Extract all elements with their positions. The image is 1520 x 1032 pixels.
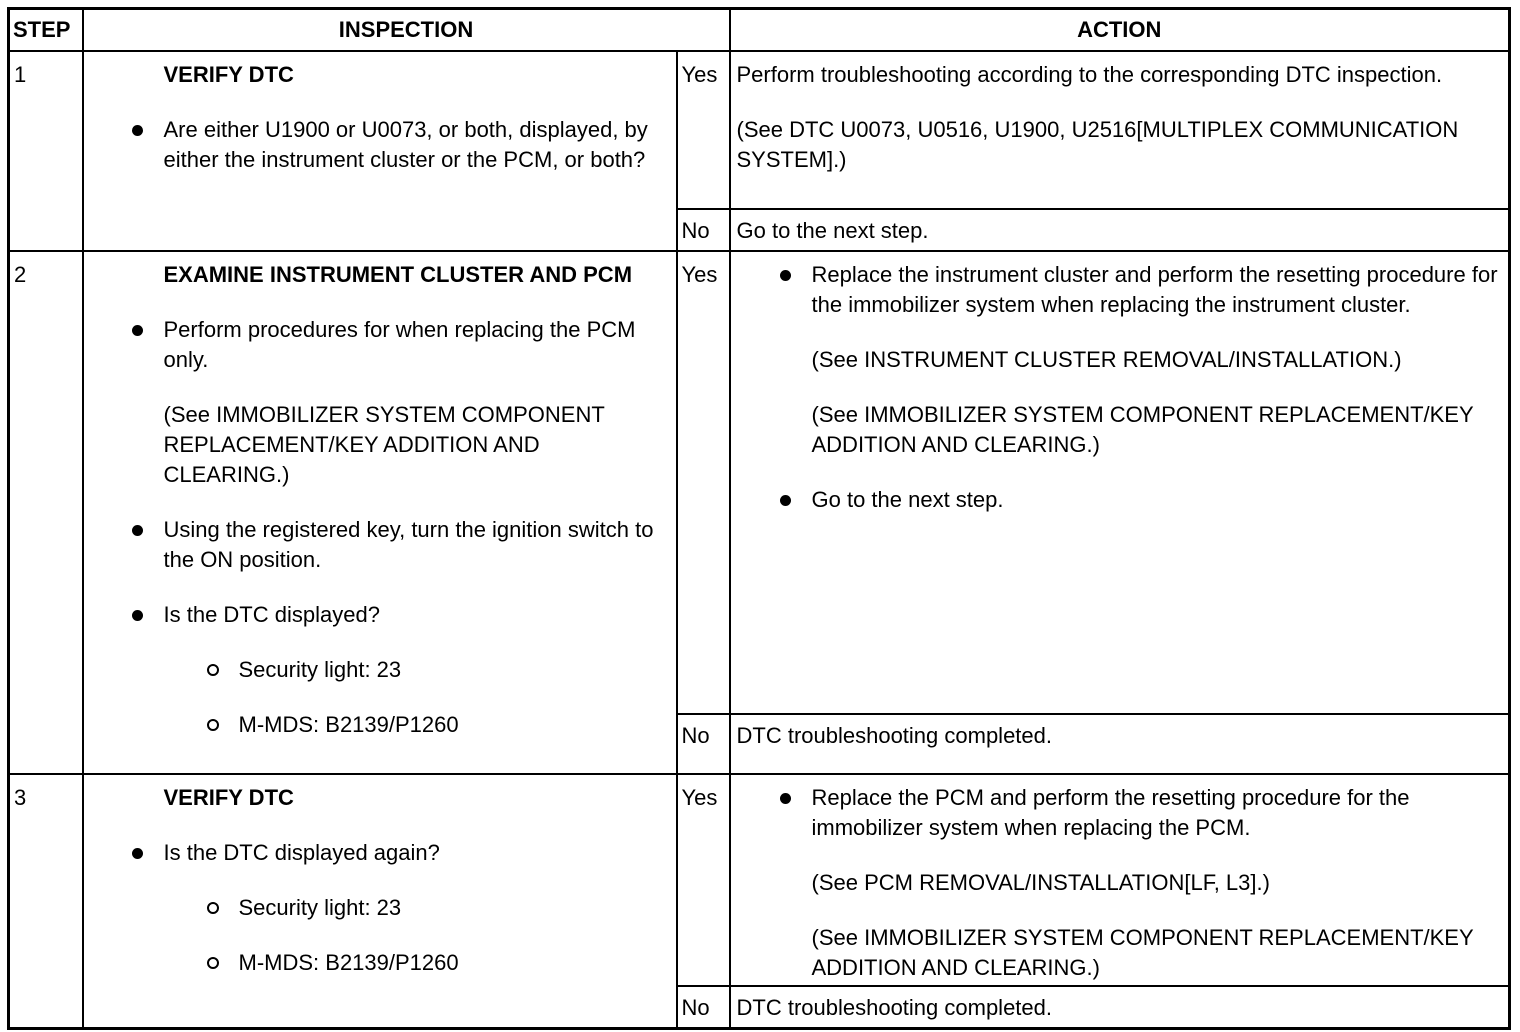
- step-2-no-action: DTC troubleshooting completed.: [730, 714, 1510, 774]
- step-title: VERIFY DTC: [163, 62, 294, 87]
- step-2-yes-action: [730, 251, 1510, 714]
- no-label: No: [677, 209, 730, 251]
- inspection-bullet: Is the DTC displayed again?: [164, 838, 666, 868]
- inspection-bullet: Is the DTC displayed?: [164, 600, 666, 630]
- yes-label: Yes: [677, 51, 730, 209]
- step-3-yes-row: [9, 774, 1510, 986]
- step-3-inspection: [83, 774, 677, 1028]
- action-reference: (See IMMOBILIZER SYSTEM COMPONENT REPLACEMENT/KEY ADDITION AND CLEARING.): [811, 925, 1474, 980]
- inspection-bullet: Are either U1900 or U0073, or both, displayed, by either the instrument cluster or the PCM, or both?: [164, 115, 666, 175]
- inspection-subitem: Security light: 23: [239, 655, 666, 685]
- action-reference: (See DTC U0073, U0516, U1900, U2516[MULTIPLEX COMMUNICATION SYSTEM].): [736, 117, 1459, 172]
- step-title: EXAMINE INSTRUMENT CLUSTER AND PCM: [163, 262, 633, 287]
- step-number: 1: [9, 51, 83, 251]
- step-number: 3: [9, 774, 83, 1028]
- header-inspection: INSPECTION: [83, 9, 730, 52]
- inspection-subitem: Security light: 23: [239, 893, 666, 923]
- header-step: STEP: [9, 9, 83, 52]
- action-bullet: Replace the PCM and perform the resetting procedure for the immobilizer system when replacing the PCM.: [812, 783, 1501, 843]
- header-action: ACTION: [730, 9, 1510, 52]
- header-row: [9, 9, 1510, 52]
- yes-label: Yes: [677, 774, 730, 986]
- action-reference: (See IMMOBILIZER SYSTEM COMPONENT REPLACEMENT/KEY ADDITION AND CLEARING.): [811, 402, 1474, 457]
- step-number: 2: [9, 251, 83, 774]
- no-label: No: [677, 714, 730, 774]
- step-title: VERIFY DTC: [163, 785, 294, 810]
- step-2-inspection: [83, 251, 677, 774]
- action-bullet: Replace the instrument cluster and perform the resetting procedure for the immobilizer system when replacing the instrument cluster.: [812, 260, 1501, 320]
- step-3-no-action: DTC troubleshooting completed.: [730, 986, 1510, 1028]
- inspection-subitem: M-MDS: B2139/P1260: [239, 710, 666, 740]
- step-1-yes-action: [730, 51, 1510, 209]
- action-reference: (See PCM REMOVAL/INSTALLATION[LF, L3].): [811, 870, 1270, 895]
- inspection-reference: (See IMMOBILIZER SYSTEM COMPONENT REPLACEMENT/KEY ADDITION AND CLEARING.): [163, 402, 605, 487]
- step-1-inspection: [83, 51, 677, 251]
- step-3-yes-action: [730, 774, 1510, 986]
- step-1-no-action: Go to the next step.: [730, 209, 1510, 251]
- yes-label: Yes: [677, 251, 730, 714]
- step-2-yes-row: [9, 251, 1510, 714]
- no-label: No: [677, 986, 730, 1028]
- step-1-yes-row: [9, 51, 1510, 209]
- inspection-bullet: Perform procedures for when replacing the PCM only.: [164, 315, 666, 375]
- inspection-bullet: Using the registered key, turn the ignition switch to the ON position.: [164, 515, 666, 575]
- troubleshooting-table: [7, 7, 1511, 1030]
- action-text: Perform troubleshooting according to the corresponding DTC inspection.: [736, 62, 1443, 87]
- action-reference: (See INSTRUMENT CLUSTER REMOVAL/INSTALLATION.): [811, 347, 1402, 372]
- inspection-subitem: M-MDS: B2139/P1260: [239, 948, 666, 978]
- action-bullet: Go to the next step.: [812, 485, 1501, 515]
